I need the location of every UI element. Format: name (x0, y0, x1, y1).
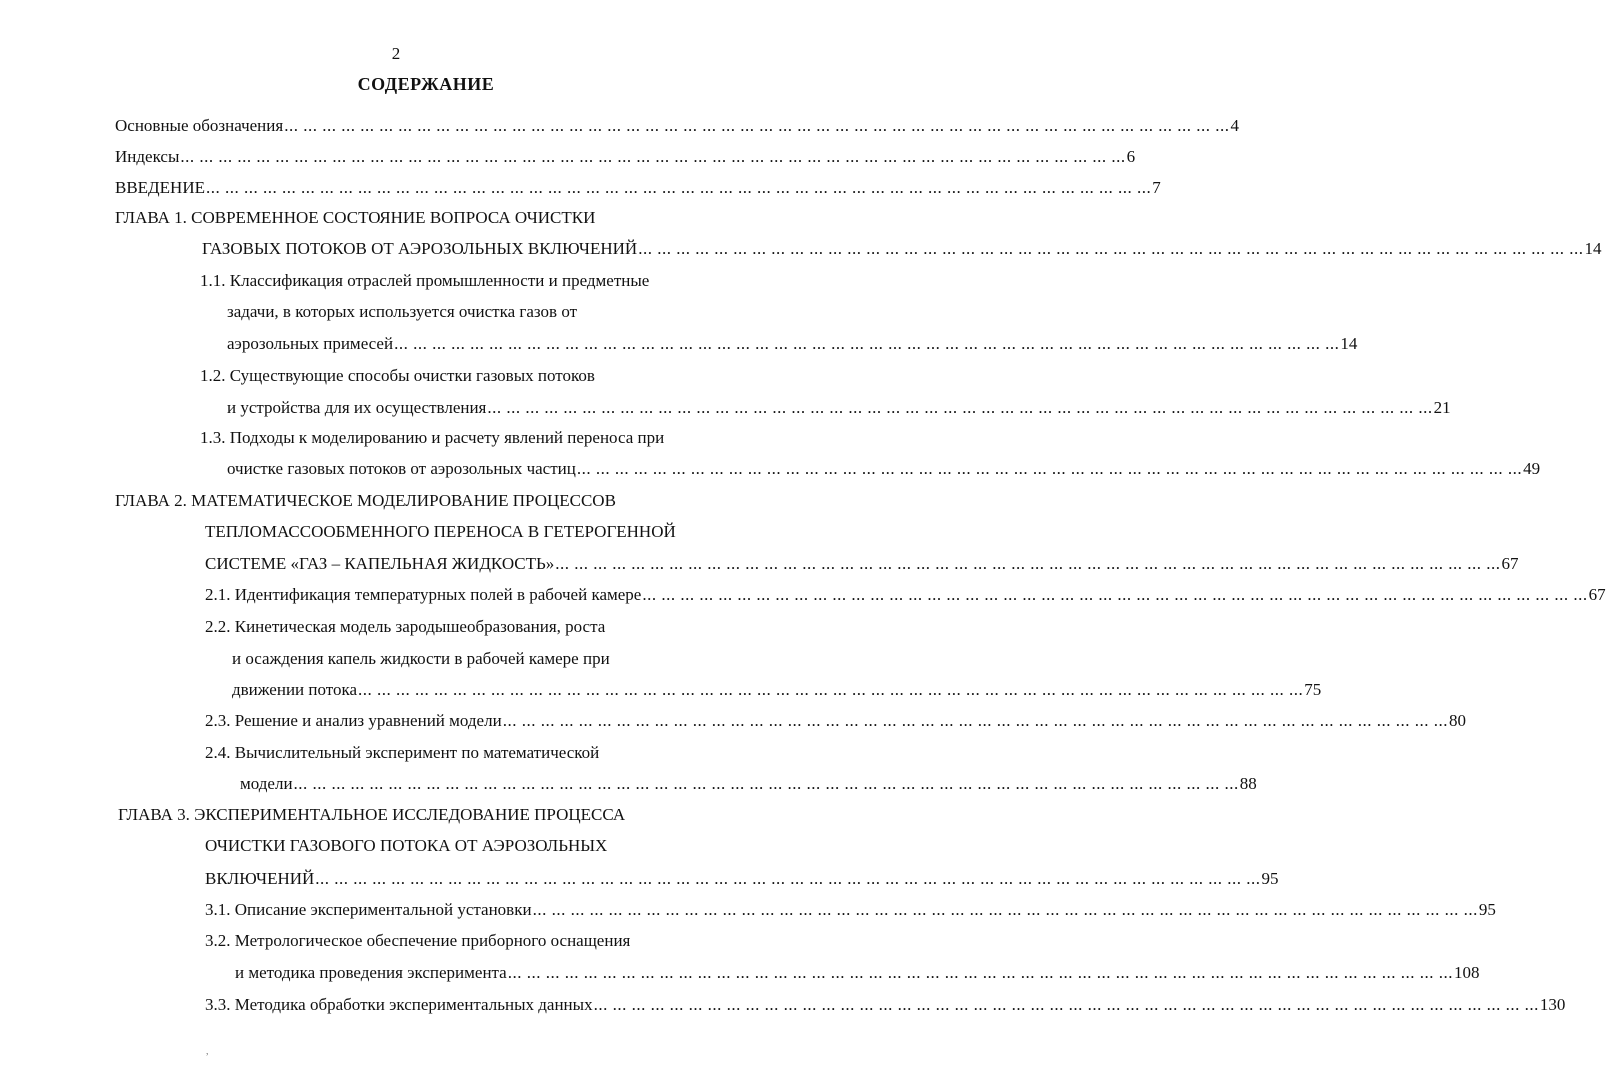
dot-leader: ... ... ... ... ... ... ... ... ... ... ... ... ... ... ... ... ... ... ... ... ... ... ... ... ... ... ... ... ... ... ... ... ... ... ... ... ... ... ... ... ... ... ... ... ... ... ... ... ... ... (315, 869, 1261, 888)
toc-section-1-1-title: 1.1. Классификация отраслей промышленности и предметные (200, 271, 650, 290)
toc-section-2-2-title: и осаждения капель жидкости в рабочей камере при (232, 649, 610, 668)
toc-entry-page: 14 (1584, 239, 1602, 258)
dot-leader: ... ... ... ... ... ... ... ... ... ... ... ... ... ... ... ... ... ... ... ... ... ... ... ... ... ... ... ... ... ... ... ... ... ... ... ... ... ... ... ... ... ... ... ... ... ... ... ... ... ... (487, 398, 1433, 417)
toc-section-2-4-title: 2.4. Вычислительный эксперимент по математической (205, 743, 600, 762)
dot-leader: ... ... ... ... ... ... ... ... ... ... ... ... ... ... ... ... ... ... ... ... ... ... ... ... ... ... ... ... ... ... ... ... ... ... ... ... ... ... ... ... ... ... ... ... ... ... ... ... ... ... (358, 680, 1304, 699)
toc-entry-page: 67 (1588, 585, 1606, 604)
toc-entry-page: 95 (1478, 900, 1496, 919)
toc-section-2-2 (232, 677, 1322, 703)
toc-section-2-1 (205, 582, 1606, 608)
toc-entry-page: 67 (1501, 554, 1519, 573)
toc-entry-page: 108 (1453, 963, 1480, 982)
dot-leader: ... ... ... ... ... ... ... ... ... ... ... ... ... ... ... ... ... ... ... ... ... ... ... ... ... ... ... ... ... ... ... ... ... ... ... ... ... ... ... ... ... ... ... ... ... ... ... ... ... ... (180, 147, 1126, 166)
toc-entry-title: и методика проведения эксперимента (235, 963, 507, 982)
toc-entry-page: 75 (1304, 680, 1322, 699)
toc-entry-title: Индексы (115, 147, 180, 166)
toc-entry-title: 2.1. Идентификация температурных полей в рабочей камере (205, 585, 642, 604)
toc-entry-title: движении потока (232, 680, 358, 699)
toc-section-1-2 (227, 395, 1451, 421)
dot-leader: ... ... ... ... ... ... ... ... ... ... ... ... ... ... ... ... ... ... ... ... ... ... ... ... ... ... ... ... ... ... ... ... ... ... ... ... ... ... ... ... ... ... ... ... ... ... ... ... ... ... (507, 963, 1453, 982)
toc-section-1-2-title: 1.2. Существующие способы очистки газовых потоков (200, 366, 595, 385)
page-number: 2 (391, 44, 401, 63)
dot-leader: ... ... ... ... ... ... ... ... ... ... ... ... ... ... ... ... ... ... ... ... ... ... ... ... ... ... ... ... ... ... ... ... ... ... ... ... ... ... ... ... ... ... ... ... ... ... ... ... ... ... (205, 178, 1152, 197)
toc-entry-title: СИСТЕМЕ «ГАЗ – КАПЕЛЬНАЯ ЖИДКОСТЬ» (205, 554, 555, 573)
toc-entry-title: очистке газовых потоков от аэрозольных частиц (227, 459, 576, 478)
toc-section-2-2-title: 2.2. Кинетическая модель зародышеобразования, роста (205, 617, 606, 636)
toc-entry-title: ВВЕДЕНИЕ (115, 178, 205, 197)
toc-entry-title: ГАЗОВЫХ ПОТОКОВ ОТ АЭРОЗОЛЬНЫХ ВКЛЮЧЕНИЙ (202, 239, 638, 258)
toc-entry-title: 3.1. Описание экспериментальной установки (205, 900, 532, 919)
toc-entry-introduction (115, 175, 1161, 201)
toc-chapter-2 (205, 551, 1519, 577)
toc-entry-title: 2.3. Решение и анализ уравнений модели (205, 711, 502, 730)
toc-entry-page: 4 (1230, 116, 1239, 135)
toc-entry-title: и устройства для их осуществления (227, 398, 487, 417)
dot-leader: ... ... ... ... ... ... ... ... ... ... ... ... ... ... ... ... ... ... ... ... ... ... ... ... ... ... ... ... ... ... ... ... ... ... ... ... ... ... ... ... ... ... ... ... ... ... ... ... ... ... (284, 116, 1230, 135)
toc-entry-page: 80 (1448, 711, 1466, 730)
dot-leader: ... ... ... ... ... ... ... ... ... ... ... ... ... ... ... ... ... ... ... ... ... ... ... ... ... ... ... ... ... ... ... ... ... ... ... ... ... ... ... ... ... ... ... ... ... ... ... ... ... ... (576, 459, 1523, 478)
toc-section-1-1 (227, 331, 1358, 357)
scan-speck: , (206, 1046, 209, 1057)
toc-section-3-3 (205, 992, 1566, 1018)
toc-entry-page: 95 (1261, 869, 1279, 888)
toc-section-3-2-title: 3.2. Метрологическое обеспечение приборного оснащения (205, 931, 631, 950)
dot-leader: ... ... ... ... ... ... ... ... ... ... ... ... ... ... ... ... ... ... ... ... ... ... ... ... ... ... ... ... ... ... ... ... ... ... ... ... ... ... ... ... ... ... ... ... ... ... ... ... ... ... (555, 554, 1501, 573)
toc-entry-page: 6 (1126, 147, 1136, 166)
dot-leader: ... ... ... ... ... ... ... ... ... ... ... ... ... ... ... ... ... ... ... ... ... ... ... ... ... ... ... ... ... ... ... ... ... ... ... ... ... ... ... ... ... ... ... ... ... ... ... ... ... ... (642, 585, 1588, 604)
toc-section-1-3 (227, 456, 1541, 482)
toc-entry-page: 7 (1152, 178, 1161, 197)
dot-leader: ... ... ... ... ... ... ... ... ... ... ... ... ... ... ... ... ... ... ... ... ... ... ... ... ... ... ... ... ... ... ... ... ... ... ... ... ... ... ... ... ... ... ... ... ... ... ... ... ... ... (593, 995, 1539, 1014)
toc-entry-page: 130 (1539, 995, 1566, 1014)
toc-chapter-3-title: ГЛАВА 3. ЭКСПЕРИМЕНТАЛЬНОЕ ИССЛЕДОВАНИЕ ПРОЦЕССА (118, 805, 626, 824)
toc-entry-page: 21 (1433, 398, 1451, 417)
toc-entry-title: модели (240, 774, 293, 793)
toc-section-1-1-title: задачи, в которых используется очистка газов от (227, 302, 578, 321)
dot-leader: ... ... ... ... ... ... ... ... ... ... ... ... ... ... ... ... ... ... ... ... ... ... ... ... ... ... ... ... ... ... ... ... ... ... ... ... ... ... ... ... ... ... ... ... ... ... ... ... ... ... (638, 239, 1584, 258)
toc-section-3-2 (235, 960, 1480, 986)
toc-section-3-1 (205, 897, 1496, 923)
toc-chapter-1 (202, 236, 1602, 262)
toc-section-2-3 (205, 708, 1466, 734)
toc-chapter-2-title: ТЕПЛОМАССООБМЕННОГО ПЕРЕНОСА В ГЕТЕРОГЕННОЙ (205, 522, 676, 541)
toc-entry-title: аэрозольных примесей (227, 334, 394, 353)
toc-entry-title: ВКЛЮЧЕНИЙ (205, 869, 315, 888)
toc-section-2-4 (240, 771, 1257, 797)
toc-chapter-3 (205, 866, 1279, 892)
toc-entry-notation (115, 113, 1239, 139)
dot-leader: ... ... ... ... ... ... ... ... ... ... ... ... ... ... ... ... ... ... ... ... ... ... ... ... ... ... ... ... ... ... ... ... ... ... ... ... ... ... ... ... ... ... ... ... ... ... ... ... ... ... (293, 774, 1239, 793)
page-title: СОДЕРЖАНИЕ (357, 74, 495, 94)
toc-chapter-2-title: ГЛАВА 2. МАТЕМАТИЧЕСКОЕ МОДЕЛИРОВАНИЕ ПРОЦЕССОВ (115, 491, 616, 510)
toc-entry-title: 3.3. Методика обработки экспериментальных данных (205, 995, 593, 1014)
toc-entry-page: 14 (1340, 334, 1358, 353)
toc-entry-page: 88 (1239, 774, 1257, 793)
toc-chapter-3-title: ОЧИСТКИ ГАЗОВОГО ПОТОКА ОТ АЭРОЗОЛЬНЫХ (205, 836, 608, 855)
toc-section-1-3-title: 1.3. Подходы к моделированию и расчету явлений переноса при (200, 428, 665, 447)
toc-entry-title: Основные обозначения (115, 116, 284, 135)
toc-entry-page: 49 (1523, 459, 1541, 478)
toc-chapter-1-title: ГЛАВА 1. СОВРЕМЕННОЕ СОСТОЯНИЕ ВОПРОСА ОЧИСТКИ (115, 208, 596, 227)
dot-leader: ... ... ... ... ... ... ... ... ... ... ... ... ... ... ... ... ... ... ... ... ... ... ... ... ... ... ... ... ... ... ... ... ... ... ... ... ... ... ... ... ... ... ... ... ... ... ... ... ... ... (532, 900, 1478, 919)
dot-leader: ... ... ... ... ... ... ... ... ... ... ... ... ... ... ... ... ... ... ... ... ... ... ... ... ... ... ... ... ... ... ... ... ... ... ... ... ... ... ... ... ... ... ... ... ... ... ... ... ... ... (502, 711, 1448, 730)
toc-entry-indices (115, 144, 1136, 170)
dot-leader: ... ... ... ... ... ... ... ... ... ... ... ... ... ... ... ... ... ... ... ... ... ... ... ... ... ... ... ... ... ... ... ... ... ... ... ... ... ... ... ... ... ... ... ... ... ... ... ... ... ... (394, 334, 1340, 353)
